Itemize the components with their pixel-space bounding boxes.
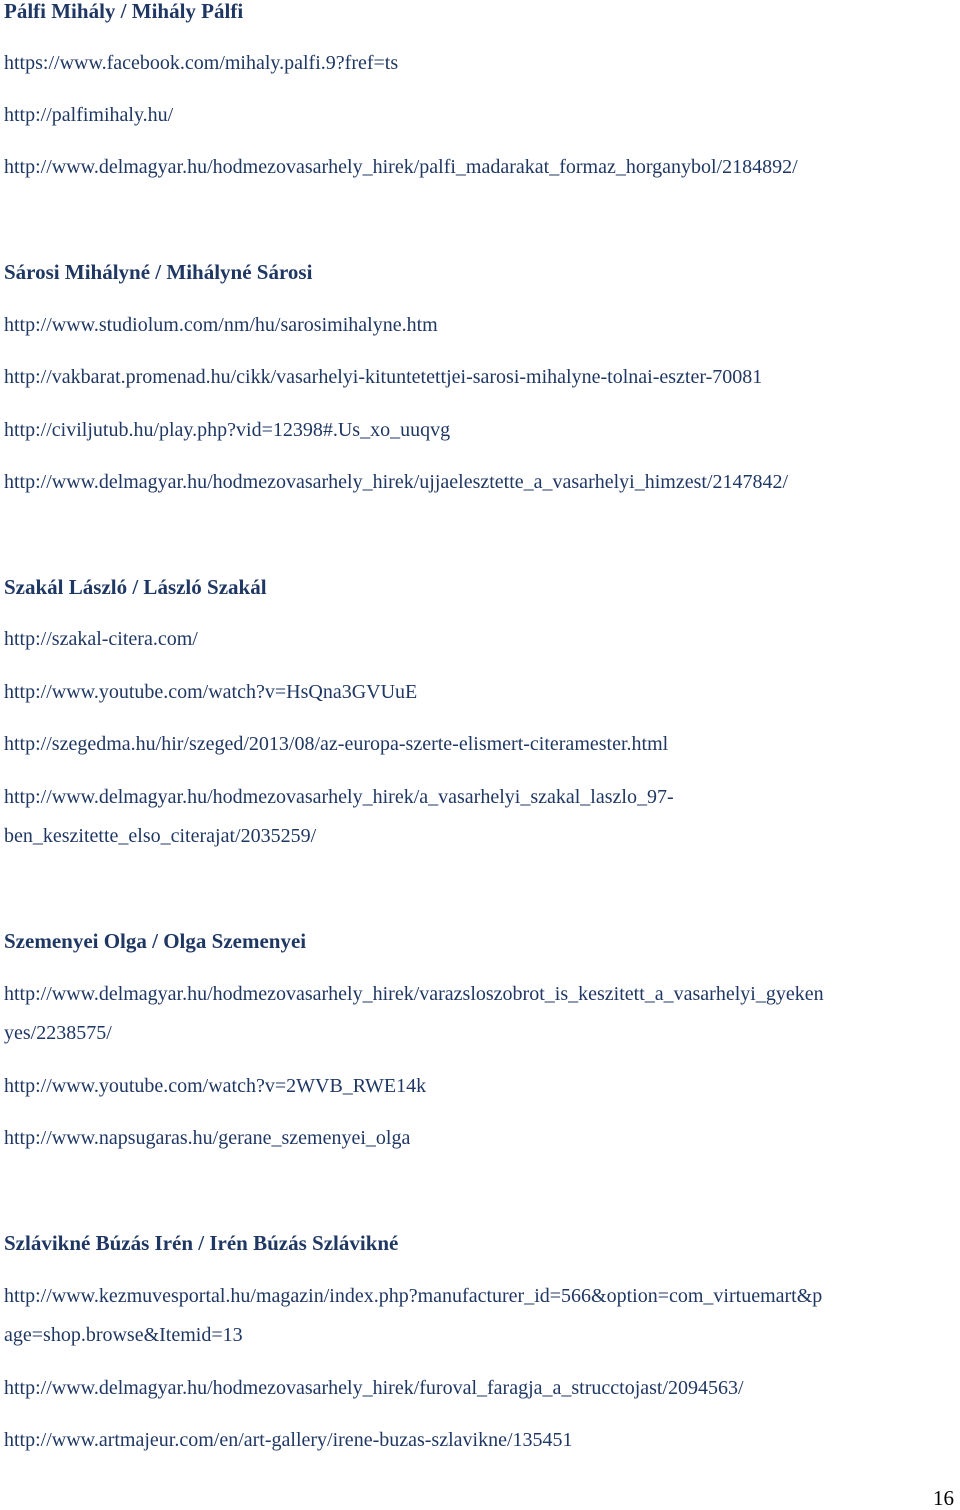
- link-delmagyar-szemenyei-continued[interactable]: yes/2238575/: [4, 1022, 112, 1044]
- link-artmajeur-szlavikne[interactable]: http://www.artmajeur.com/en/art-gallery/irene-buzas-szlavikne/135451: [4, 1429, 573, 1451]
- link-delmagyar-szakal-continued[interactable]: ben_keszitette_elso_citerajat/2035259/: [4, 825, 317, 847]
- link-facebook-palfi[interactable]: https://www.facebook.com/mihaly.palfi.9?fref=ts: [4, 52, 399, 74]
- link-youtube-szakal[interactable]: http://www.youtube.com/watch?v=HsQna3GVUuE: [4, 681, 418, 703]
- link-delmagyar-palfi[interactable]: http://www.delmagyar.hu/hodmezovasarhely_hirek/palfi_madarakat_formaz_horganybol/2184892/: [4, 156, 798, 178]
- section-heading-szakal: Szakál László / László Szakál: [4, 575, 267, 599]
- section-heading-szlavikne: Szlávikné Búzás Irén / Irén Búzás Szlávikné: [4, 1231, 399, 1255]
- section-heading-sarosi: Sárosi Mihályné / Mihályné Sárosi: [4, 260, 313, 284]
- section-heading-szemenyei: Szemenyei Olga / Olga Szemenyei: [4, 929, 307, 953]
- link-palfimihaly[interactable]: http://palfimihaly.hu/: [4, 104, 174, 126]
- link-civiljutub-sarosi[interactable]: http://civiljutub.hu/play.php?vid=12398#.Us_xo_uuqvg: [4, 419, 451, 441]
- link-kezmuvesportal-szlavikne-continued[interactable]: age=shop.browse&Itemid=13: [4, 1324, 243, 1346]
- link-szegedma-szakal[interactable]: http://szegedma.hu/hir/szeged/2013/08/az-europa-szerte-elismert-citeramester.html: [4, 733, 669, 755]
- link-youtube-szemenyei[interactable]: http://www.youtube.com/watch?v=2WVB_RWE14k: [4, 1075, 427, 1097]
- link-kezmuvesportal-szlavikne[interactable]: http://www.kezmuvesportal.hu/magazin/index.php?manufacturer_id=566&option=com_virtuemart&p: [4, 1285, 823, 1307]
- link-szakal-citera[interactable]: http://szakal-citera.com/: [4, 628, 198, 650]
- link-studiolum-sarosi[interactable]: http://www.studiolum.com/nm/hu/sarosimihalyne.htm: [4, 314, 438, 336]
- link-delmagyar-sarosi[interactable]: http://www.delmagyar.hu/hodmezovasarhely_hirek/ujjaelesztette_a_vasarhelyi_himzest/2147842/: [4, 471, 789, 493]
- link-delmagyar-szakal[interactable]: http://www.delmagyar.hu/hodmezovasarhely_hirek/a_vasarhelyi_szakal_laszlo_97-: [4, 786, 674, 808]
- page-number: 16: [933, 1486, 954, 1510]
- link-delmagyar-szemenyei[interactable]: http://www.delmagyar.hu/hodmezovasarhely_hirek/varazsloszobrot_is_keszitett_a_vasarhelyi_gyeken: [4, 983, 824, 1005]
- link-delmagyar-szlavikne[interactable]: http://www.delmagyar.hu/hodmezovasarhely_hirek/furoval_faragja_a_strucctojast/2094563/: [4, 1377, 744, 1399]
- link-napsugaras-szemenyei[interactable]: http://www.napsugaras.hu/gerane_szemenyei_olga: [4, 1127, 411, 1149]
- link-vakbarat-sarosi[interactable]: http://vakbarat.promenad.hu/cikk/vasarhelyi-kituntetettjei-sarosi-mihalyne-tolnai-eszter-70081: [4, 366, 763, 388]
- section-heading-palfi: Pálfi Mihály / Mihály Pálfi: [4, 0, 244, 23]
